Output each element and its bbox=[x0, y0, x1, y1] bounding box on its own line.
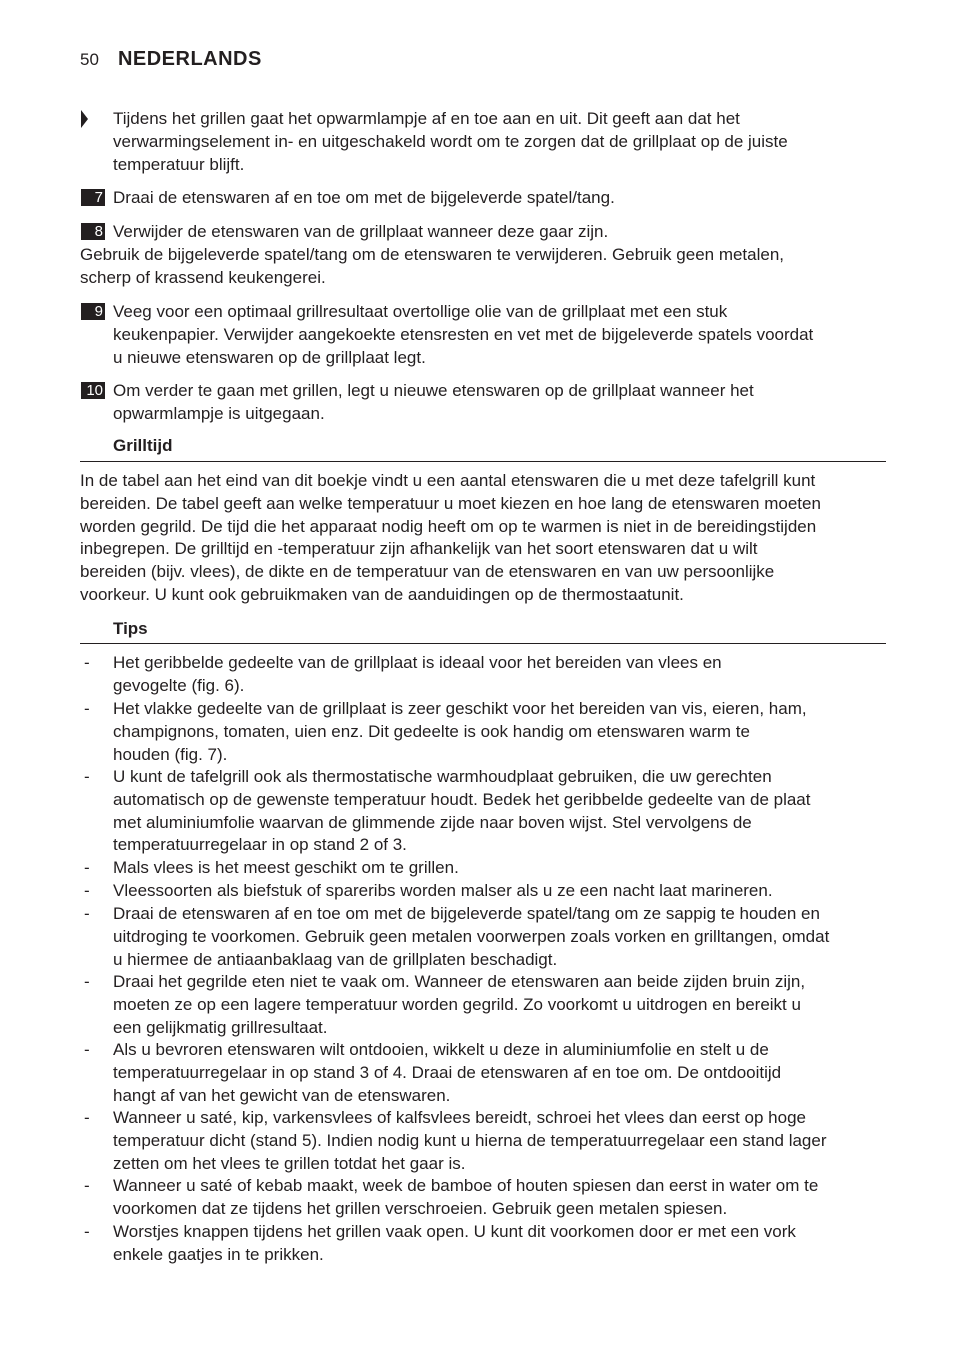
step-number: 9 bbox=[81, 303, 105, 320]
tip-line: Als u bevroren etenswaren wilt ontdooien, wikkelt u deze in aluminiumfolie en stelt u de bbox=[113, 1040, 769, 1059]
dash-bullet: - bbox=[84, 904, 90, 923]
dash-bullet: - bbox=[84, 881, 90, 900]
paragraph-line: worden gegrild. De tijd die het apparaat nodig heeft om op te warmen is niet in de bereidingstijden bbox=[80, 516, 817, 536]
bullet-line: Tijdens het grillen gaat het opwarmlampje af en toe aan en uit. Dit geeft aan dat het bbox=[113, 109, 740, 128]
tip-line: Vleessoorten als biefstuk of spareribs worden malser als u ze een nacht laat marineren. bbox=[113, 881, 773, 900]
dash-bullet: - bbox=[84, 1176, 90, 1195]
dash-bullet: - bbox=[84, 767, 90, 786]
tip-line: uitdroging te voorkomen. Gebruik geen metalen voorwerpen zoals vorken en grilltangen, omdat bbox=[113, 926, 830, 946]
tip-line: temperatuur dicht (stand 5). Indien nodig kunt u hierna de temperatuurregelaar een stand lager bbox=[113, 1130, 827, 1150]
note-line: Gebruik de bijgeleverde spatel/tang om de etenswaren te verwijderen. Gebruik geen metalen, bbox=[80, 245, 785, 264]
dash-bullet: - bbox=[84, 653, 90, 672]
step-number: 10 bbox=[81, 382, 105, 399]
step-number: 7 bbox=[81, 189, 105, 206]
paragraph-line: bereiden (bijv. vlees), de dikte en de temperatuur van de etenswaren en van uw persoonlijke bbox=[80, 562, 775, 582]
step-8-note bbox=[80, 244, 888, 290]
step-line: Draai de etenswaren af en toe om met de bijgeleverde spatel/tang. bbox=[113, 188, 615, 207]
tip-line: Worstjes knappen tijdens het grillen vaak open. U kunt dit voorkomen door er met een vork bbox=[113, 1222, 796, 1241]
tip-line: temperatuurregelaar in op stand 2 of 3. bbox=[113, 835, 407, 855]
page-header bbox=[80, 48, 262, 71]
step-line: Veeg voor een optimaal grillresultaat overtollige olie van de grillplaat met een stuk bbox=[113, 302, 728, 321]
dash-bullet: - bbox=[84, 858, 90, 877]
tip-line: moeten ze op een lagere temperatuur worden gegrild. Zo voorkomt u uitdrogen en bereikt u bbox=[113, 994, 801, 1014]
section-title-tips: Tips bbox=[113, 619, 148, 638]
tip-line: enkele gaatjes in te prikken. bbox=[113, 1244, 324, 1264]
paragraph-line: voorkeur. U kunt ook gebruikmaken van de aanduidingen op de thermostaatunit. bbox=[80, 584, 684, 604]
paragraph-line: inbegrepen. De grilltijd en -temperatuur zijn afhankelijk van het soort etenswaren dat u wilt bbox=[80, 539, 758, 559]
step-line: keukenpapier. Verwijder aangekoekte etensresten en vet met de bijgeleverde spatels voordat bbox=[113, 324, 814, 344]
tip-line: een gelijkmatig grillresultaat. bbox=[113, 1017, 328, 1037]
section-title-grilltijd: Grilltijd bbox=[113, 436, 173, 455]
grilltijd-paragraph bbox=[80, 470, 888, 607]
dash-bullet: - bbox=[84, 699, 90, 718]
tip-line: Mals vlees is het meest geschikt om te grillen. bbox=[113, 858, 459, 877]
tip-line: Wanneer u saté of kebab maakt, week de bamboe of houten spiesen dan eerst in water om te bbox=[113, 1176, 819, 1195]
dash-bullet: - bbox=[84, 1222, 90, 1241]
tip-line: houden (fig. 7). bbox=[113, 744, 228, 764]
tip-line: Draai de etenswaren af en toe om met de bijgeleverde spatel/tang om ze sappig te houden en bbox=[113, 904, 820, 923]
paragraph-line: In de tabel aan het eind van dit boekje vindt u een aantal etenswaren die u met deze tafelgrill kunt bbox=[80, 471, 816, 490]
step-line: u nieuwe etenswaren op de grillplaat legt. bbox=[113, 347, 426, 367]
dash-bullet: - bbox=[84, 1040, 90, 1059]
tip-line: Het vlakke gedeelte van de grillplaat is zeer geschikt voor het bereiden van vis, eieren, ham, bbox=[113, 699, 807, 718]
tip-line: voorkomen dat ze tijdens het grillen verschroeien. Gebruik geen metalen spiesen. bbox=[113, 1198, 728, 1218]
section-divider bbox=[80, 643, 886, 644]
tip-line: met aluminiumfolie waarvan de glimmende zijde naar boven wijst. Stel vervolgens de bbox=[113, 812, 752, 832]
bullet-arrow-icon bbox=[81, 110, 88, 128]
tip-line: zetten om het vlees te grillen totdat het gaar is. bbox=[113, 1153, 466, 1173]
tip-line: champignons, tomaten, uien enz. Dit gedeelte is ook handig om etenswaren warm te bbox=[113, 721, 750, 741]
paragraph-line: bereiden. De tabel geeft aan welke temperatuur u moet kiezen en hoe lang de etenswaren moeten bbox=[80, 493, 821, 513]
note-line: scherp of krassend keukengerei. bbox=[80, 267, 326, 287]
section-divider bbox=[80, 461, 886, 462]
bullet-line: temperatuur blijft. bbox=[113, 154, 245, 174]
tip-line: temperatuurregelaar in op stand 3 of 4. Draai de etenswaren af en toe om. De ontdooitijd bbox=[113, 1062, 782, 1082]
language-heading: NEDERLANDS bbox=[117, 48, 262, 70]
tip-line: automatisch op de gewenste temperatuur houdt. Bedek het geribbelde gedeelte van de plaat bbox=[113, 789, 811, 809]
tip-line: U kunt de tafelgrill ook als thermostatische warmhoudplaat gebruiken, die uw gerechten bbox=[113, 767, 772, 786]
tip-line: Draai het gegrilde eten niet te vaak om. Wanneer de etenswaren aan beide zijden bruin zijn, bbox=[113, 972, 806, 991]
tip-line: Wanneer u saté, kip, varkensvlees of kalfsvlees bereidt, schroei het vlees dan eerst op hoge bbox=[113, 1108, 806, 1127]
step-line: opwarmlampje is uitgegaan. bbox=[113, 403, 325, 423]
tip-line: u hiermee de antiaanbaklaag van de grillplaten beschadigt. bbox=[113, 949, 558, 969]
tip-line: hangt af van het gewicht van de etenswaren. bbox=[113, 1085, 451, 1105]
step-number: 8 bbox=[81, 223, 105, 240]
dash-bullet: - bbox=[84, 972, 90, 991]
tip-line: gevogelte (fig. 6). bbox=[113, 675, 245, 695]
dash-bullet: - bbox=[84, 1108, 90, 1127]
step-line: Verwijder de etenswaren van de grillplaat wanneer deze gaar zijn. bbox=[113, 222, 609, 241]
bullet-line: verwarmingselement in- en uitgeschakeld wordt om te zorgen dat de grillplaat op de juiste bbox=[113, 131, 788, 151]
step-line: Om verder te gaan met grillen, legt u nieuwe etenswaren op de grillplaat wanneer het bbox=[113, 381, 754, 400]
page-number: 50 bbox=[80, 50, 99, 69]
tip-line: Het geribbelde gedeelte van de grillplaat is ideaal voor het bereiden van vlees en bbox=[113, 653, 722, 672]
